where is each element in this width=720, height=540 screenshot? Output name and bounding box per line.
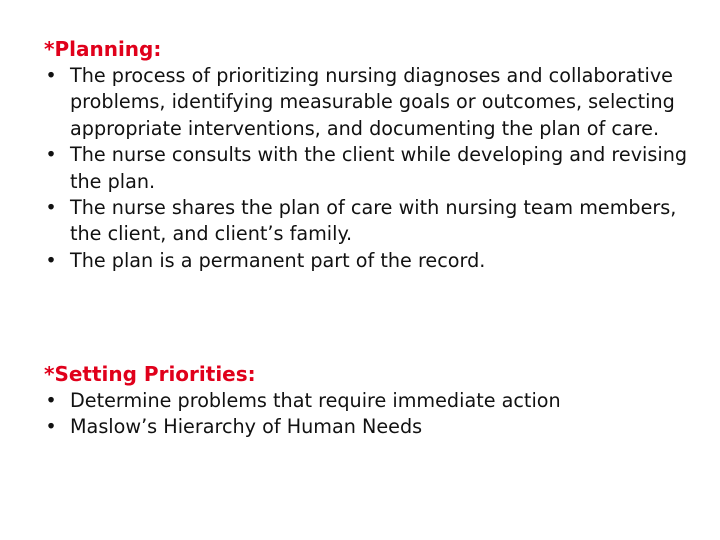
bullet-icon: • (45, 64, 57, 87)
priorities-bullet-item (44, 414, 708, 440)
planning-bullet-text: The nurse consults with the client while developing and revising the plan. (70, 143, 688, 193)
planning-bullet-item (44, 195, 708, 248)
priorities-bullet-item (44, 388, 708, 414)
bullet-icon: • (45, 415, 57, 439)
priorities-bullet-text: Maslow’s Hierarchy of Human Needs (70, 415, 423, 439)
bullet-icon: • (45, 248, 57, 272)
planning-heading: *Planning: (44, 37, 162, 61)
bullet-icon: • (45, 143, 57, 167)
priorities-bullet-list (44, 388, 708, 441)
priorities-section (44, 361, 708, 441)
priorities-heading: *Setting Priorities: (44, 362, 256, 386)
planning-bullet-item (44, 142, 708, 195)
planning-section (44, 36, 708, 274)
bullet-icon: • (45, 196, 57, 220)
planning-bullet-item (44, 63, 708, 142)
planning-bullet-list (44, 63, 708, 274)
bullet-icon: • (45, 389, 57, 412)
priorities-bullet-text: Determine problems that require immediate action (70, 389, 561, 412)
planning-bullet-text: The nurse shares the plan of care with nursing team members, the client, and client’s family. (70, 196, 677, 246)
planning-bullet-text: The plan is a permanent part of the record. (70, 248, 486, 272)
planning-bullet-item (44, 248, 708, 274)
planning-bullet-text: The process of prioritizing nursing diagnoses and collaborative problems, identifying measurable goals or outcomes, selecting appropriate interventions, and documenting the plan of care. (70, 64, 675, 140)
